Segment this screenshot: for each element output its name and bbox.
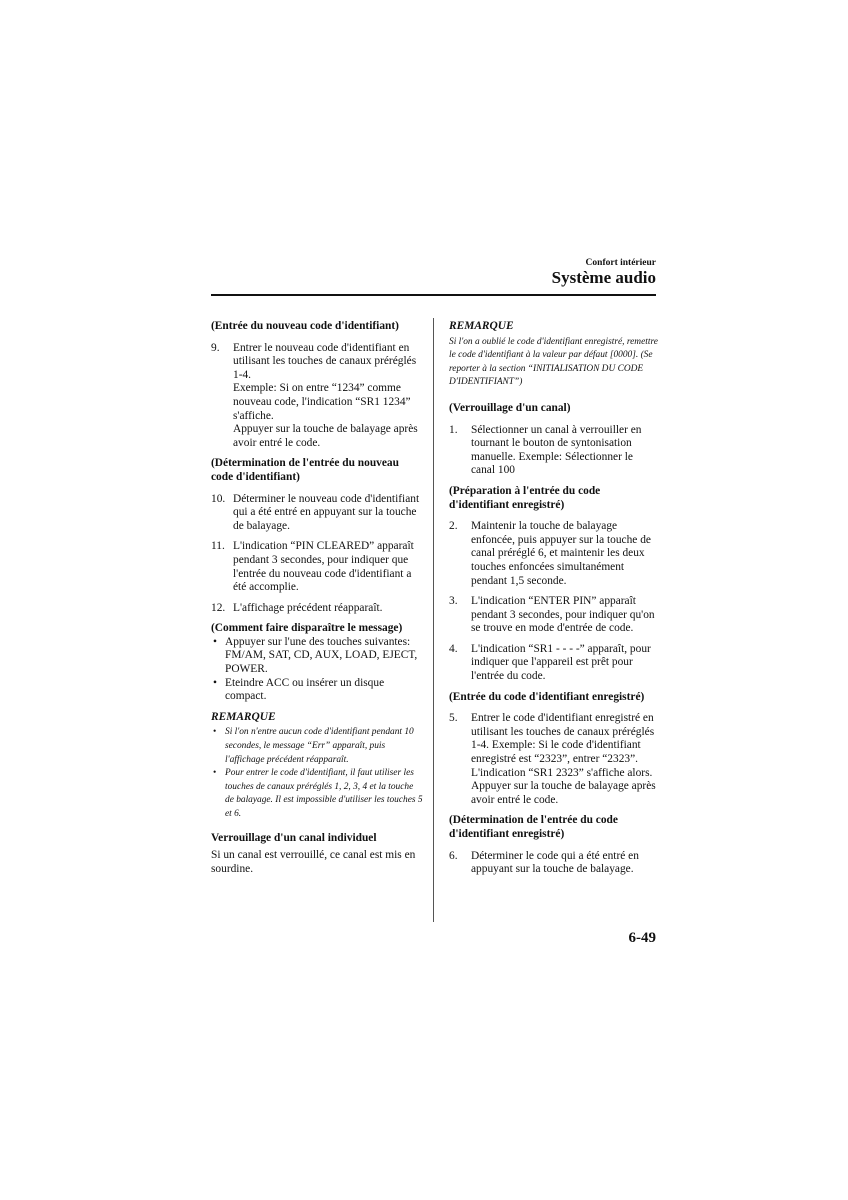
column-divider: [433, 318, 434, 922]
step-11: [211, 540, 423, 594]
step-number: 6.: [449, 849, 458, 862]
page-title: Système audio: [551, 268, 656, 287]
step-after: Appuyer sur la touche de balayage après avoir entré le code.: [233, 423, 418, 449]
step-number: 11.: [211, 540, 225, 553]
note-title: REMARQUE: [211, 710, 276, 723]
step-1: [449, 424, 659, 478]
step-text: Maintenir la touche de balayage enfoncée, puis appuyer sur la touche de canal préréglé 6, et maintenir les deux touches enfoncées simultanément pendant 1,5 seconde.: [471, 520, 651, 587]
step-text: Entrer le code d'identifiant enregistré en utilisant les touches de canaux préréglés 1-4. Exemple: Si le code d'identifiant enregistré est “2323”, entrer “2323”. L'indication “SR1 2323” s'affiche alors. Appuyer sur la touche de balayage après avoir entré le code.: [471, 712, 656, 806]
bullet-icon: •: [213, 635, 217, 648]
right-column: [449, 320, 659, 884]
step-text: Déterminer le nouveau code d'identifiant qui a été entré en appuyant sur la touche de balayage.: [233, 492, 420, 532]
note-text: Si l'on a oublié le code d'identifiant enregistré, remettre le code d'identifiant à la valeur par défaut [0000]. (Se reporter à la section “INITIALISATION DU CODE D'IDENTIFIANT”): [449, 336, 658, 388]
note-item: [211, 767, 423, 821]
bullet-item: [211, 636, 423, 677]
step-number: 2.: [449, 520, 458, 533]
step-text: Déterminer le code qui a été entré en appuyant sur la touche de balayage.: [471, 849, 639, 876]
step-example: Exemple: Si on entre “1234” comme nouveau code, l'indication “SR1 1234” s'affiche.: [233, 382, 411, 422]
note-item: [211, 726, 423, 767]
step-text: Sélectionner un canal à verrouiller en tournant le bouton de syntonisation manuelle. Exemple: Sélectionner le canal 100: [471, 423, 642, 477]
step-6: [449, 850, 659, 877]
bullet-text: Appuyer sur l'une des touches suivantes: FM/AM, SAT, CD, AUX, LOAD, EJECT, POWER.: [225, 635, 418, 676]
bullet-icon: •: [213, 676, 217, 689]
step-number: 3.: [449, 595, 458, 608]
step-2: [449, 520, 659, 588]
step-9: [211, 342, 423, 451]
step-text: Entrer le nouveau code d'identifiant en utilisant les touches de canaux préréglés 1-4.: [233, 341, 417, 381]
heading-new-code-entry: (Entrée du nouveau code d'identifiant): [211, 320, 399, 332]
step-3: [449, 595, 659, 636]
step-number: 9.: [211, 341, 220, 354]
step-number: 1.: [449, 423, 458, 436]
note-title: REMARQUE: [449, 320, 514, 332]
step-number: 10.: [211, 492, 226, 505]
heading-enter-code: (Entrée du code d'identifiant enregistré): [449, 690, 645, 703]
paragraph: Si un canal est verrouillé, ce canal est mis en sourdine.: [211, 849, 416, 875]
header-rule: [211, 294, 656, 296]
heading-prepare-code: (Préparation à l'entrée du code d'identifiant enregistré): [449, 484, 601, 511]
step-number: 12.: [211, 601, 226, 614]
step-12: [211, 602, 423, 616]
section-label: Confort intérieur: [585, 258, 656, 268]
bullet-icon: •: [213, 768, 217, 779]
bullet-text: Eteindre ACC ou insérer un disque compact.: [225, 676, 385, 703]
step-text: L'indication “SR1 - - - -” apparaît, pour indiquer que l'appareil est prêt pour l'entrée du code.: [471, 642, 651, 683]
heading-channel-lock: Verrouillage d'un canal individuel: [211, 831, 377, 844]
note-text: Pour entrer le code d'identifiant, il faut utiliser les touches de canaux préréglés 1, 2, 3, 4 et la touche de balayage. Il est impossible d'utiliser les touches 5 et 6.: [225, 768, 423, 819]
bullet-icon: •: [213, 727, 217, 738]
step-10: [211, 493, 423, 534]
page-number: 6-49: [628, 930, 656, 946]
step-text: L'indication “PIN CLEARED” apparaît pendant 3 secondes, pour indiquer que l'entrée du nouveau code d'identifiant a été accomplie.: [233, 540, 414, 594]
left-column: [211, 320, 423, 876]
heading-new-code-determination: (Détermination de l'entrée du nouveau code d'identifiant): [211, 457, 399, 483]
step-4: [449, 643, 659, 684]
heading-clear-message: (Comment faire disparaître le message): [211, 622, 403, 635]
step-text: L'affichage précédent réapparaît.: [233, 601, 383, 614]
heading-determine-code: (Détermination de l'entrée du code d'identifiant enregistré): [449, 814, 618, 840]
note-text: Si l'on n'entre aucun code d'identifiant pendant 10 secondes, le message “Err” apparaît, puis l'affichage précédent réapparaît.: [225, 727, 414, 765]
bullet-item: [211, 677, 423, 704]
step-5: [449, 712, 659, 807]
step-number: 5.: [449, 712, 458, 725]
step-number: 4.: [449, 642, 458, 655]
heading-lock-channel: (Verrouillage d'un canal): [449, 401, 571, 414]
step-text: L'indication “ENTER PIN” apparaît pendant 3 secondes, pour indiquer qu'on se trouve en mode d'entrée de code.: [471, 595, 655, 635]
bullet-list: [211, 636, 423, 704]
